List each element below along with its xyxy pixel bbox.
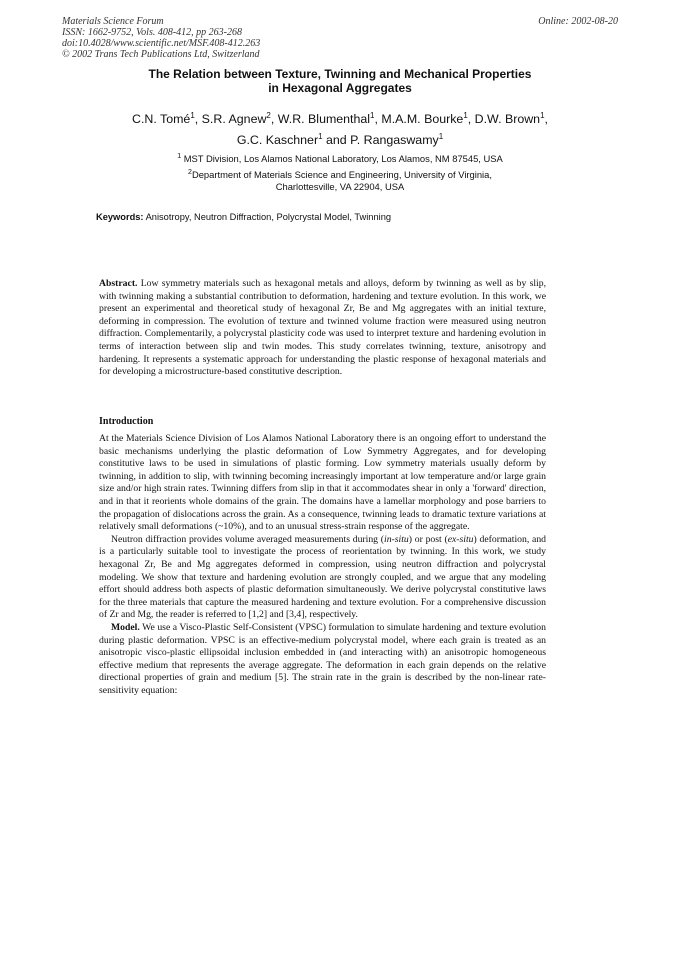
affiliation-text: MST Division, Los Alamos National Laboratory, Los Alamos, NM 87545, USA (181, 153, 503, 165)
abstract-text: Low symmetry materials such as hexagonal metals and alloys, deform by twinning as well as by slip, with twinning making a substantial contribution to deformation, hardening and texture evolution. In this work, we present an experimental and theoretical study of hexagonal Zr, Be and Mg aggregates with an initial texture, deforming in compression. The evolution of texture and twinned volume fraction were measured using neutron diffraction. Complementarily, a polycrystal plasticity code was used to interpret texture and hardening evolution in terms of interaction between slip and twin modes. This study correlates twinning, texture, anisotropy and hardening. It represents a systematic approach for understanding the plastic response of hexagonal materials and for developing a microstructure-based constitutive description. (99, 278, 546, 378)
section-heading-introduction: Introduction (99, 416, 154, 427)
affiliation-mark: 2 (188, 169, 192, 176)
author-list (95, 107, 585, 149)
abstract-label: Abstract. (99, 278, 138, 289)
author-name: and P. Rangaswamy (322, 133, 439, 148)
author-name: , D.W. Brown (467, 112, 541, 127)
affiliation-mark: 1 (370, 111, 375, 120)
keywords-label: Keywords: (96, 212, 144, 222)
author-name: C.N. Tomé (132, 112, 191, 127)
model-paragraph (99, 622, 546, 698)
author-separator: , (544, 112, 548, 127)
online-date: Online: 2002-08-20 (538, 16, 618, 27)
affiliation-mark: 1 (463, 111, 468, 120)
affiliation-mark: 1 (438, 132, 444, 142)
author-name: , W.R. Blumenthal (270, 112, 371, 127)
keywords-text: Anisotropy, Neutron Diffraction, Polycrystal Model, Twinning (143, 212, 392, 222)
affiliation-text-line-2: Charlottesville, VA 22904, USA (275, 181, 405, 193)
author-name: , S.R. Agnew (194, 112, 267, 127)
intro-paragraph-2 (99, 534, 546, 622)
doi-line[interactable]: doi:10.4028/www.scientific.net/MSF.408-412.263 (62, 38, 261, 49)
paragraph-text: ) deformation, and is a particularly suitable tool to investigate the process of reorientation by twinning. In this work, we study hexagonal Zr, Be and Mg aggregates deformed in compression, using neutron diffraction and polycrystal modeling. We show that texture and hardening evolution are strongly coupled, and we argue that any modeling effort should address both aspects of plastic deformation simultaneously. We derive polycrystal constitutive laws for the three materials that capture the measured hardening and texture evolution. For a comprehensive discussion of Zr and Mg, the reader is referred to [1,2] and [3,4], respectively. (99, 533, 547, 621)
abstract (99, 278, 546, 379)
author-name: , M.A.M. Bourke (374, 112, 464, 127)
title-line-2: in Hexagonal Aggregates (268, 81, 412, 95)
affiliation-mark: 2 (266, 111, 271, 120)
journal-header (62, 16, 618, 60)
italic-term: ex-situ (447, 533, 474, 545)
author-line-1 (95, 107, 585, 128)
affiliation-2 (110, 167, 570, 193)
keywords (96, 211, 586, 223)
paper-title (90, 67, 590, 95)
affiliation-mark: 1 (540, 111, 545, 120)
model-label: Model. (111, 621, 140, 633)
journal-name: Materials Science Forum (62, 16, 164, 27)
paragraph-text: We use a Visco-Plastic Self-Consistent (VPSC) formulation to simulate hardening and texture evolution during plastic deformation. VPSC is an effective-medium polycrystal model, where each grain is treated as an anisotropic visco-plastic ellipsoidal inclusion embedded in (and interacting with) an anisotropic homogeneous effective medium that represents the average aggregate. The deformation in each grain depends on the relative directional properties of grain and medium [5]. The strain rate in the grain is described by the non-linear rate-sensitivity equation: (99, 621, 546, 696)
affiliation-text: Department of Materials Science and Engineering, University of Virginia, (191, 169, 492, 181)
title-line-1: The Relation between Texture, Twinning and Mechanical Properties (148, 67, 532, 81)
affiliation-mark: 1 (190, 111, 195, 120)
paragraph-text: ) or post ( (408, 533, 448, 545)
italic-term: in-situ (384, 533, 409, 545)
paragraph-text: Neutron diffraction provides volume averaged measurements during ( (111, 533, 385, 545)
affiliation-mark: 1 (177, 153, 182, 160)
introduction-body (99, 433, 546, 697)
author-line-2 (95, 128, 585, 149)
copyright-line: © 2002 Trans Tech Publications Ltd, Switzerland (62, 49, 260, 60)
intro-paragraph-1: At the Materials Science Division of Los Alamos National Laboratory there is an ongoing effort to understand the basic mechanisms underlying the plastic deformation of Low Symmetry Aggregates, and for developing constitutive laws to be used in simulations of plastic forming. Low symmetry materials usually deform by twinning, in addition to slip, with twinning becoming increasingly important at low temperature and/or large grain size and/or high strain rates. Twinning differs from slip in that it accommodates shear in only a 'forward' direction, and in that it reorients whole domains of the grain. The domains have a lamellar morphology and pose barriers to the propagation of dislocations across the grain. As a consequence, twinning leads to dramatic texture variations at relatively small deformations (~10%), and to an unusual stress-strain response of the aggregate. (99, 433, 546, 533)
affiliation-mark: 1 (318, 132, 323, 142)
author-name: G.C. Kaschner (236, 133, 319, 148)
affiliation-1 (110, 151, 570, 165)
issn-line: ISSN: 1662-9752, Vols. 408-412, pp 263-268 (62, 27, 242, 38)
